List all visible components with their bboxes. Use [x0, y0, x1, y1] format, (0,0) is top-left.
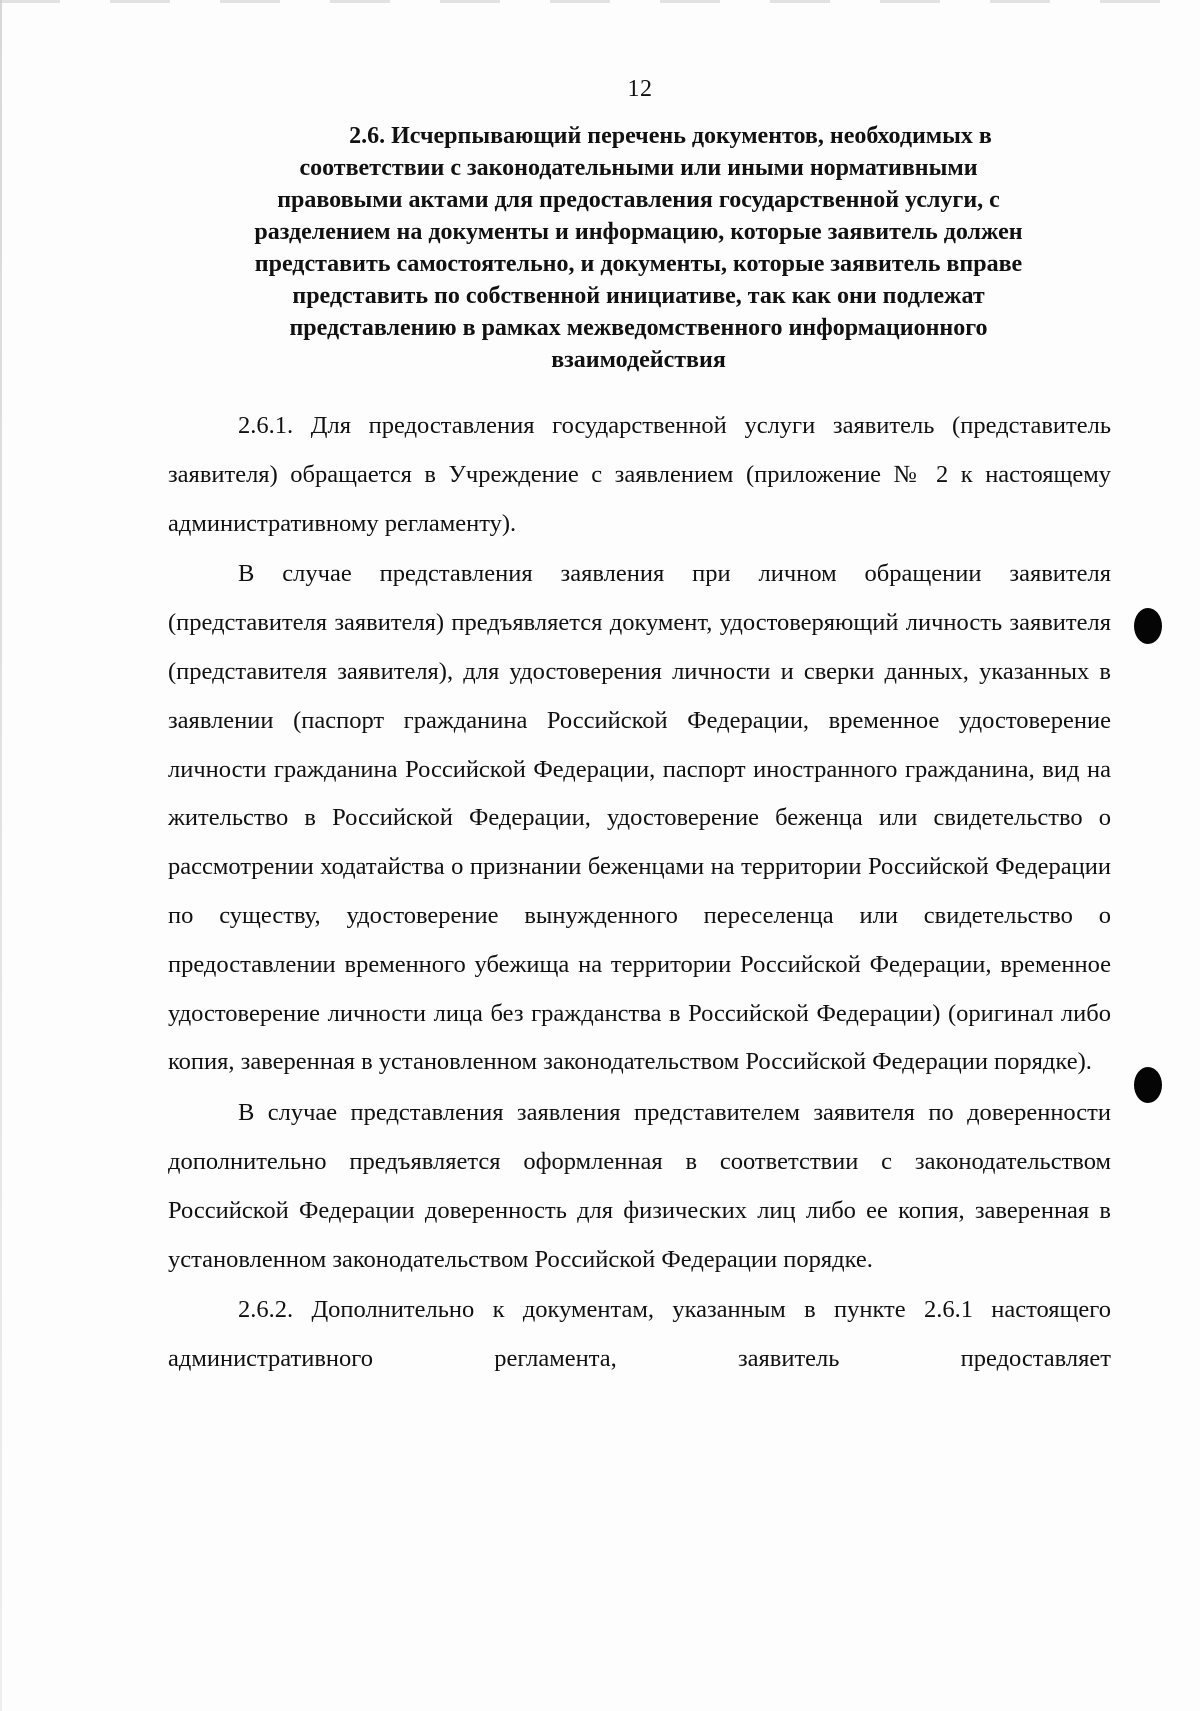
heading-line: представить по собственной инициативе, так как они подлежат: [292, 283, 985, 309]
heading-line: взаимодействия: [551, 347, 726, 373]
page-number: 12: [627, 76, 653, 102]
heading-line: соответствии с законодательными или иными нормативными: [299, 155, 978, 181]
heading-line: 2.6. Исчерпывающий перечень документов, необходимых в: [349, 123, 992, 149]
section-heading: [176, 120, 1101, 376]
scan-left-edge: [0, 0, 2, 1711]
scan-top-edge: [0, 0, 1200, 3]
punch-hole-mark: [1134, 1067, 1162, 1103]
heading-line: разделением на документы и информацию, которые заявитель должен: [254, 219, 1023, 245]
body-text: [168, 402, 1111, 1384]
paragraph-power-of-attorney: В случае представления заявления представителем заявителя по доверенности дополнительно предъявляется оформленная в соответствии с законодательством Российской Федерации доверенность для физических лиц либо ее копия, заверенная в установленном законодательством Российской Федерации порядке.: [168, 1099, 1111, 1273]
heading-line: представить самостоятельно, и документы, которые заявитель вправе: [254, 251, 1023, 277]
heading-line: представлению в рамках межведомственного информационного: [289, 315, 988, 341]
paragraph-2-6-1: 2.6.1. Для предоставления государственной услуги заявитель (представитель заявителя) обращается в Учреждение с заявлением (приложение № 2 к настоящему административному регламенту).: [168, 412, 1111, 537]
punch-hole-mark: [1134, 608, 1162, 644]
paragraph-2-6-2: 2.6.2. Дополнительно к документам, указанным в пункте 2.6.1 настоящего административного регламента, заявитель предоставляет: [168, 1296, 1111, 1373]
heading-line: правовыми актами для предоставления государственной услуги, с: [277, 187, 1000, 213]
paragraph-personal-appeal: В случае представления заявления при личном обращении заявителя (представителя заявителя) предъявляется документ, удостоверяющий личность заявителя (представителя заявителя), для удостоверения личности и сверки данных, указанных в заявлении (паспорт гражданина Российской Федерации, временное удостоверение личности гражданина Российской Федерации, паспорт иностранного гражданина, вид на жительство в Российской Федерации, удостоверение беженца или свидетельство о рассмотрении ходатайства о признании беженцами на территории Российской Федерации по существу, удостоверение вынужденного переселенца или свидетельство о предоставлении временного убежища на территории Российской Федерации, временное удостоверение личности лица без гражданства в Российской Федерации) (оригинал либо копия, заверенная в установленном законодательством Российской Федерации порядке).: [168, 560, 1111, 1076]
